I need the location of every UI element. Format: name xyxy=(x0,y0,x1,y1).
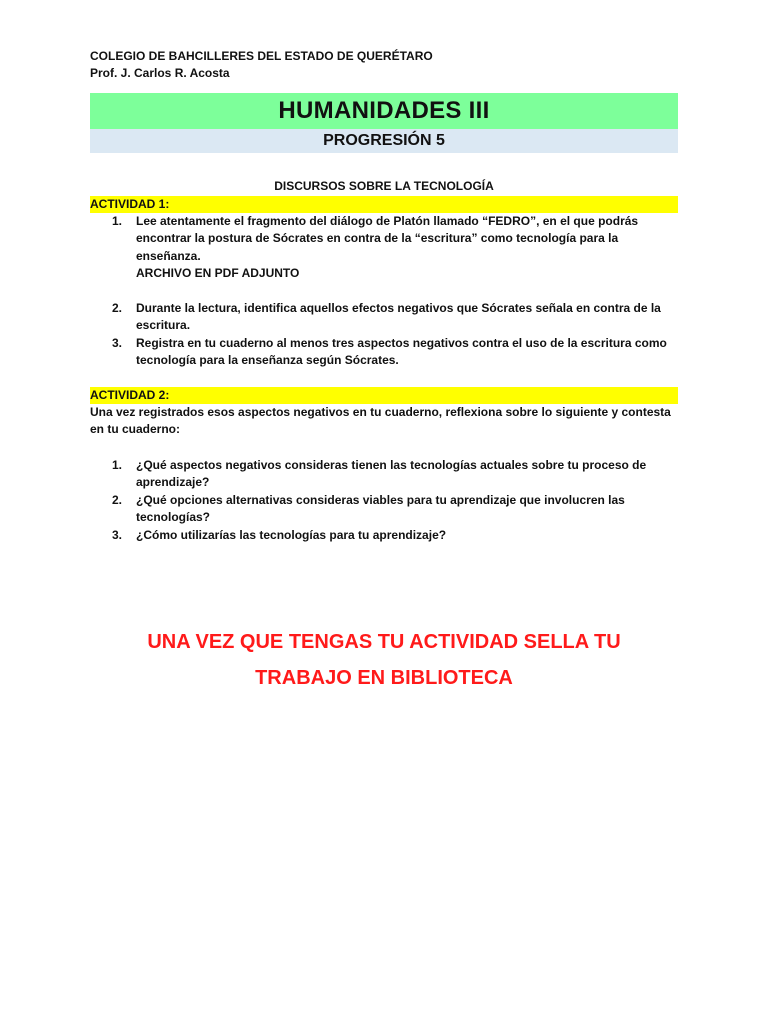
list-item xyxy=(90,335,678,370)
list-item xyxy=(90,300,678,335)
activity-1-label: ACTIVIDAD 1: xyxy=(90,196,678,213)
list-item-text: Lee atentamente el fragmento del diálogo de Platón llamado “FEDRO”, en el que podrás encontrar la postura de Sócrates en contra de la “escritura” como tecnología para la enseñanza. xyxy=(136,214,639,263)
list-item xyxy=(90,213,678,283)
list-item-number: 2. xyxy=(112,301,123,315)
course-title: HUMANIDADES III xyxy=(90,93,678,129)
document-header xyxy=(90,48,433,82)
list-item-number: 1. xyxy=(112,214,123,228)
list-item-number: 1. xyxy=(112,458,123,472)
activity-1-list-continued xyxy=(90,300,678,370)
activity-2-intro: Una vez registrados esos aspectos negativos en tu cuaderno, reflexiona sobre lo siguiente y contesta en tu cuaderno: xyxy=(90,405,671,437)
progression-subtitle: PROGRESIÓN 5 xyxy=(90,129,678,153)
list-item-text: ¿Qué opciones alternativas consideras viables para tu aprendizaje que involucren las tecnologías? xyxy=(136,492,625,525)
section-heading: DISCURSOS SOBRE LA TECNOLOGÍA xyxy=(274,179,494,193)
list-item-number: 3. xyxy=(112,335,123,350)
activity-1-list xyxy=(90,213,678,283)
list-item-text: Registra en tu cuaderno al menos tres aspectos negativos contra el uso de la escritura como tecnología para la enseñanza según Sócrates. xyxy=(136,335,667,368)
library-stamp-notice xyxy=(90,624,678,696)
school-name: COLEGIO DE BAHCILLERES DEL ESTADO DE QUERÉTARO xyxy=(90,49,433,63)
attachment-note: ARCHIVO EN PDF ADJUNTO xyxy=(136,266,300,281)
activity-2-label: ACTIVIDAD 2: xyxy=(90,387,678,404)
activity-2-list xyxy=(90,457,678,544)
list-item-number: 3. xyxy=(112,527,123,542)
list-item xyxy=(90,527,678,544)
list-item-number: 2. xyxy=(112,492,123,507)
notice-line-1: UNA VEZ QUE TENGAS TU ACTIVIDAD SELLA TU xyxy=(147,631,621,653)
list-item-text: ¿Qué aspectos negativos consideras tienen las tecnologías actuales sobre tu proceso de aprendizaje? xyxy=(136,458,647,490)
teacher-name: Prof. J. Carlos R. Acosta xyxy=(90,66,230,80)
list-item-text: ¿Cómo utilizarías las tecnologías para tu aprendizaje? xyxy=(136,527,447,542)
list-item xyxy=(90,457,678,492)
list-item xyxy=(90,492,678,527)
notice-line-2: TRABAJO EN BIBLIOTECA xyxy=(255,667,513,689)
list-item-text: Durante la lectura, identifica aquellos efectos negativos que Sócrates señala en contra de la escritura. xyxy=(136,301,661,333)
